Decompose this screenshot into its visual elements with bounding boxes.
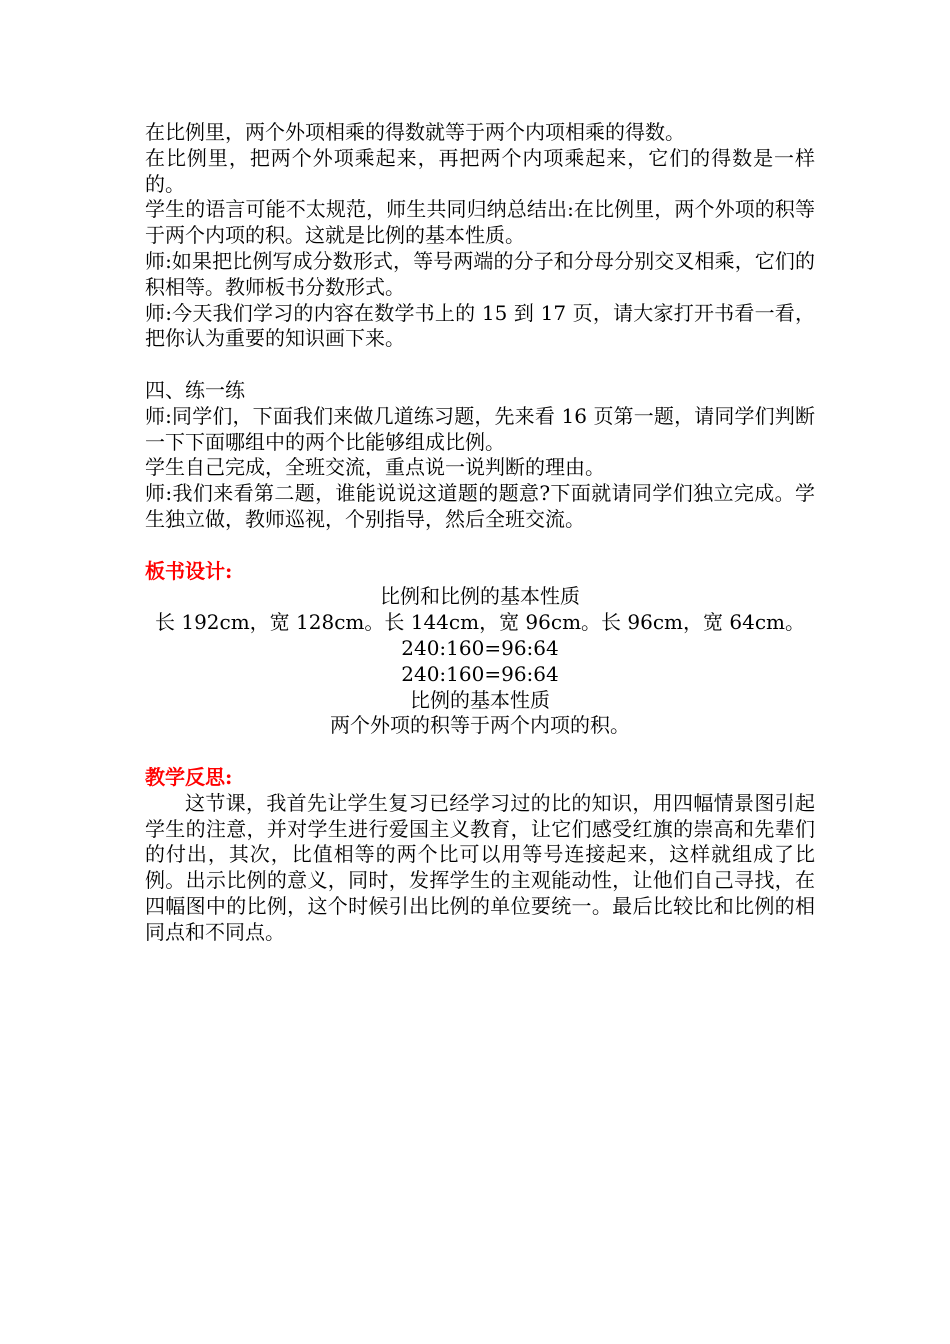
paragraph: 学生的语言可能不太规范，师生共同归纳总结出:在比例里，两个外项的积等于两个内项的积。这就是比例的基本性质。 [145,197,815,248]
document-page [145,120,815,946]
paragraph: 在比例里，两个外项相乘的得数就等于两个内项相乘的得数。 [145,120,685,144]
paragraph: 师:同学们，下面我们来做几道练习题，先来看 16 页第一题，请同学们判断一下下面哪组中的两个比能够组成比例。 [145,403,815,454]
section-heading-reflection: 教学反思: [145,764,233,789]
paragraph: 在比例里，把两个外项乘起来，再把两个内项乘起来，它们的得数是一样的。 [145,145,815,196]
paragraph: 学生自己完成，全班交流，重点说一说判断的理由。 [145,455,605,480]
section-heading-board-design: 板书设计: [145,558,233,583]
section-heading-practice: 四、练一练 [145,377,245,402]
board-line: 两个外项的积等于两个内项的积。 [330,713,630,738]
paragraph: 师:如果把比例写成分数形式，等号两端的分子和分母分别交叉相乘，它们的积相等。教师板书分数形式。 [145,248,815,299]
board-line: 240:160=96:64 [401,635,559,660]
paragraph: 师:今天我们学习的内容在数学书上的 15 到 17 页，请大家打开书看一看，把你认为重要的知识画下来。 [145,300,815,351]
board-line: 比例和比例的基本性质 [380,584,580,609]
paragraph: 师:我们来看第二题，谁能说说这道题的题意?下面就请同学们独立完成。学生独立做，教师巡视，个别指导，然后全班交流。 [145,481,815,531]
blank-line [145,739,815,765]
board-line: 240:160=96:64 [401,661,559,686]
blank-line [145,533,815,559]
board-line: 比例的基本性质 [410,687,550,712]
blank-line [145,352,815,378]
reflection-paragraph: 这节课，我首先让学生复习已经学习过的比的知识，用四幅情景图引起学生的注意，并对学生进行爱国主义教育，让它们感受红旗的崇高和先辈们的付出，其次，比值相等的两个比可以用等号连接起来，这样就组成了比例。出示比例的意义，同时，发挥学生的主观能动性，让他们自己寻找，在四幅图中的比例，这个时候引出比例的单位要统一。最后比较比和比例的相同点和不同点。 [145,790,815,944]
board-line: 长 192cm，宽 128cm。长 144cm，宽 96cm。长 96cm，宽 64cm。 [154,610,805,635]
